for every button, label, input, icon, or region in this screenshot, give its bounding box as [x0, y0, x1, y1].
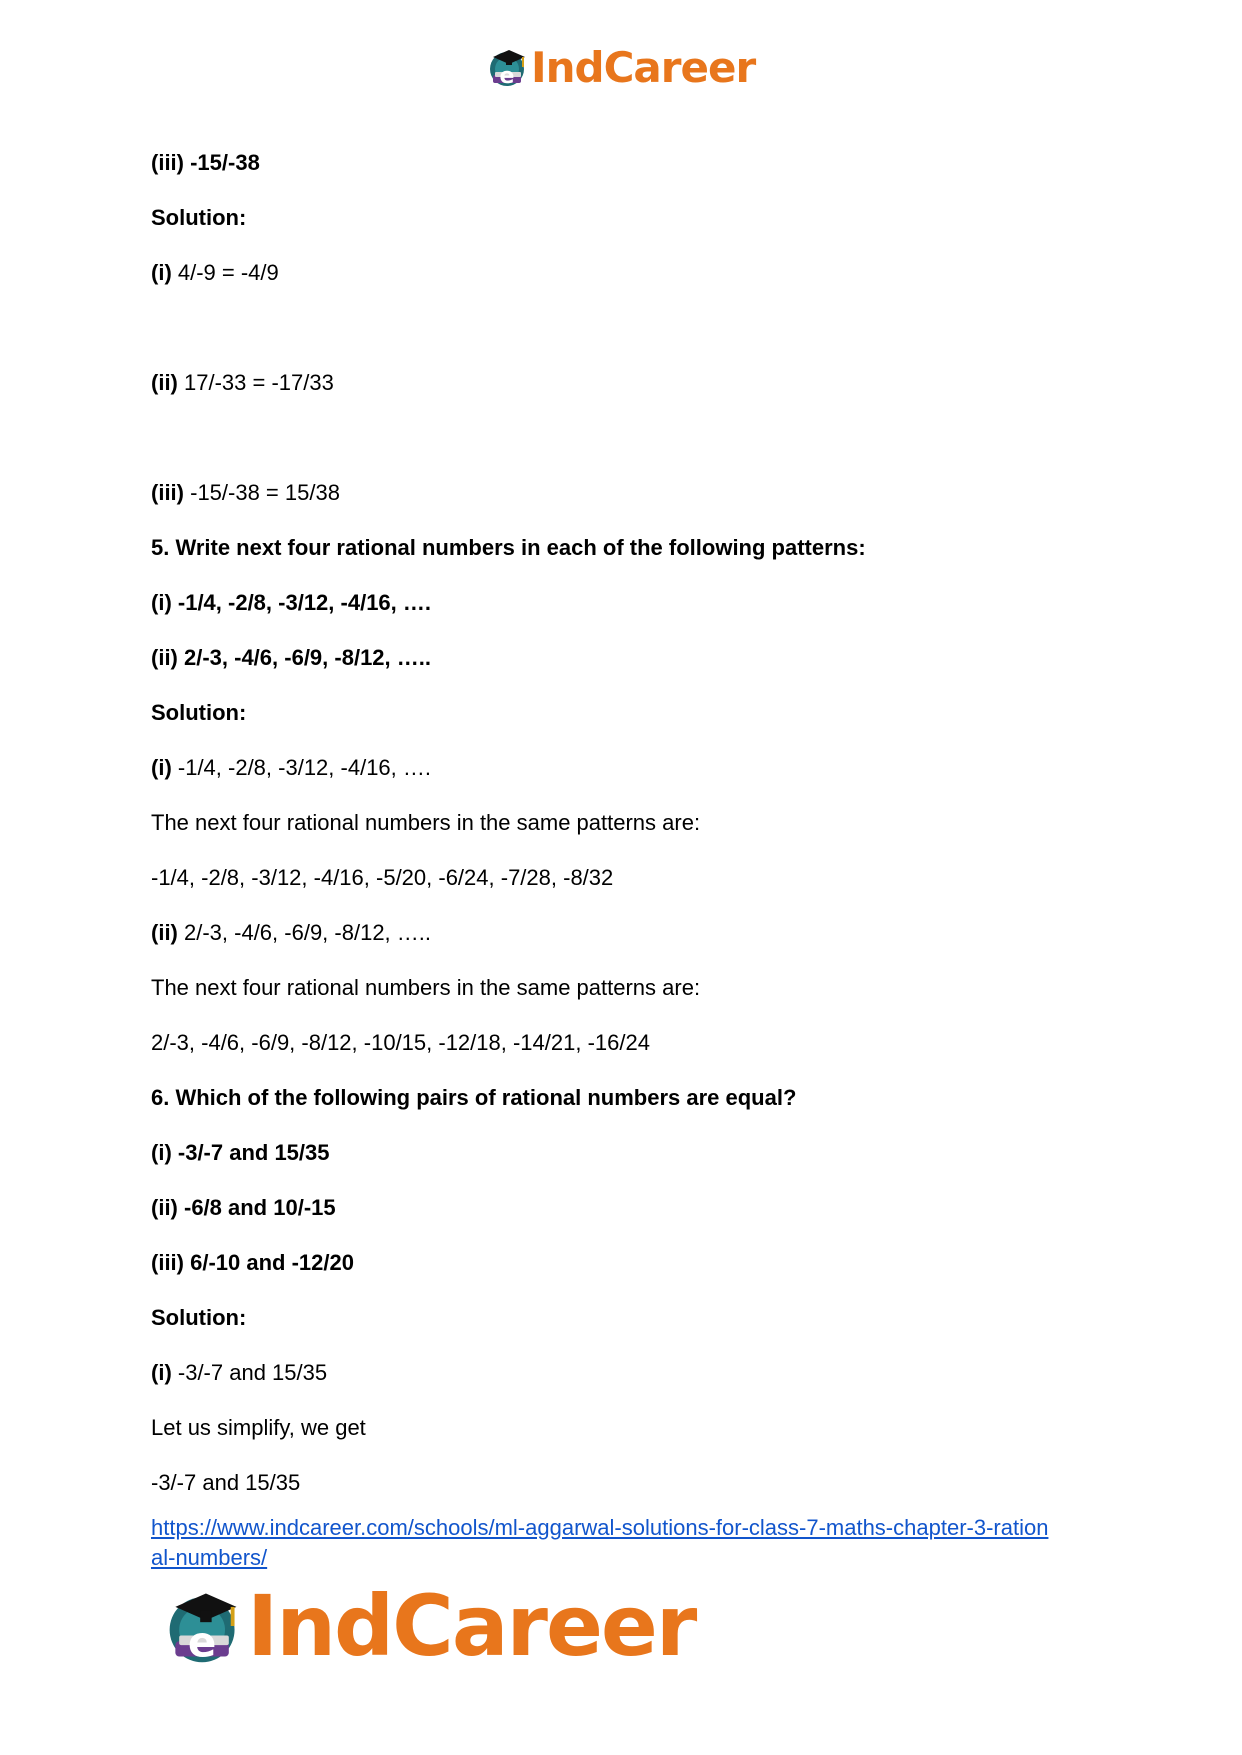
line-text: 17/-33 = -17/33	[177, 370, 334, 395]
line-text: (i) -1/4, -2/8, -3/12, -4/16, ….	[151, 590, 431, 615]
svg-text:e: e	[499, 64, 515, 89]
item-marker: (i)	[151, 755, 172, 780]
text-line	[151, 865, 613, 891]
text-line	[151, 1140, 330, 1166]
line-text: (iii) -15/-38	[151, 150, 260, 175]
footer-logo	[163, 1577, 696, 1675]
line-text: (ii) 2/-3, -4/6, -6/9, -8/12, …..	[151, 645, 431, 670]
text-line	[151, 590, 431, 616]
item-marker: (ii)	[151, 370, 178, 395]
text-line	[151, 1195, 336, 1221]
text-line	[151, 480, 340, 506]
text-line	[151, 975, 700, 1001]
line-text: The next four rational numbers in the same patterns are:	[151, 810, 701, 835]
text-line	[151, 1030, 650, 1056]
text-line	[151, 920, 431, 946]
line-text: Solution:	[151, 1305, 247, 1330]
text-line	[151, 205, 246, 231]
line-text: Solution:	[151, 700, 247, 725]
line-text: The next four rational numbers in the same patterns are:	[151, 975, 701, 1000]
header-logo	[487, 42, 755, 92]
brand-name: IndCareer	[247, 1577, 696, 1675]
text-line	[151, 1470, 300, 1496]
item-marker: (i)	[151, 1360, 172, 1385]
item-marker: (i)	[151, 260, 172, 285]
text-line	[151, 755, 431, 781]
line-text: Solution:	[151, 205, 247, 230]
line-text: -1/4, -2/8, -3/12, -4/16, -5/20, -6/24, -7/28, -8/32	[151, 865, 614, 890]
line-text: 5. Write next four rational numbers in each of the following patterns:	[151, 535, 866, 560]
text-line	[151, 150, 260, 176]
line-text: -1/4, -2/8, -3/12, -4/16, ….	[171, 755, 431, 780]
line-text: 2/-3, -4/6, -6/9, -8/12, -10/15, -12/18, -14/21, -16/24	[151, 1030, 650, 1055]
text-line	[151, 1085, 796, 1111]
source-link-line1[interactable]: https://www.indcareer.com/schools/ml-aggarwal-solutions-for-class-7-maths-chapter-3-ration	[151, 1515, 1049, 1540]
text-line	[151, 260, 279, 286]
source-link-line2[interactable]: al-numbers/	[151, 1545, 268, 1570]
graduation-book-icon	[487, 45, 529, 89]
text-line	[151, 1415, 366, 1441]
text-line	[151, 1360, 327, 1386]
line-text: -3/-7 and 15/35	[171, 1360, 328, 1385]
text-line	[151, 370, 334, 396]
text-line	[151, 645, 431, 671]
graduation-book-icon	[163, 1584, 245, 1668]
line-text: -3/-7 and 15/35	[151, 1470, 301, 1495]
text-line	[151, 1305, 246, 1331]
line-text: Let us simplify, we get	[151, 1415, 366, 1440]
line-text: (iii) 6/-10 and -12/20	[151, 1250, 354, 1275]
line-text: 2/-3, -4/6, -6/9, -8/12, …..	[177, 920, 431, 945]
line-text: (ii) -6/8 and 10/-15	[151, 1195, 336, 1220]
line-text: (i) -3/-7 and 15/35	[151, 1140, 330, 1165]
text-line	[151, 700, 246, 726]
text-line	[151, 810, 700, 836]
svg-text:e: e	[187, 1617, 217, 1667]
item-marker: (ii)	[151, 920, 178, 945]
line-text: 6. Which of the following pairs of rational numbers are equal?	[151, 1085, 797, 1110]
brand-name: IndCareer	[531, 42, 756, 92]
text-line	[151, 535, 866, 561]
line-text: -15/-38 = 15/38	[184, 480, 340, 505]
line-text: 4/-9 = -4/9	[171, 260, 279, 285]
text-line	[151, 1250, 354, 1276]
item-marker: (iii)	[151, 480, 184, 505]
